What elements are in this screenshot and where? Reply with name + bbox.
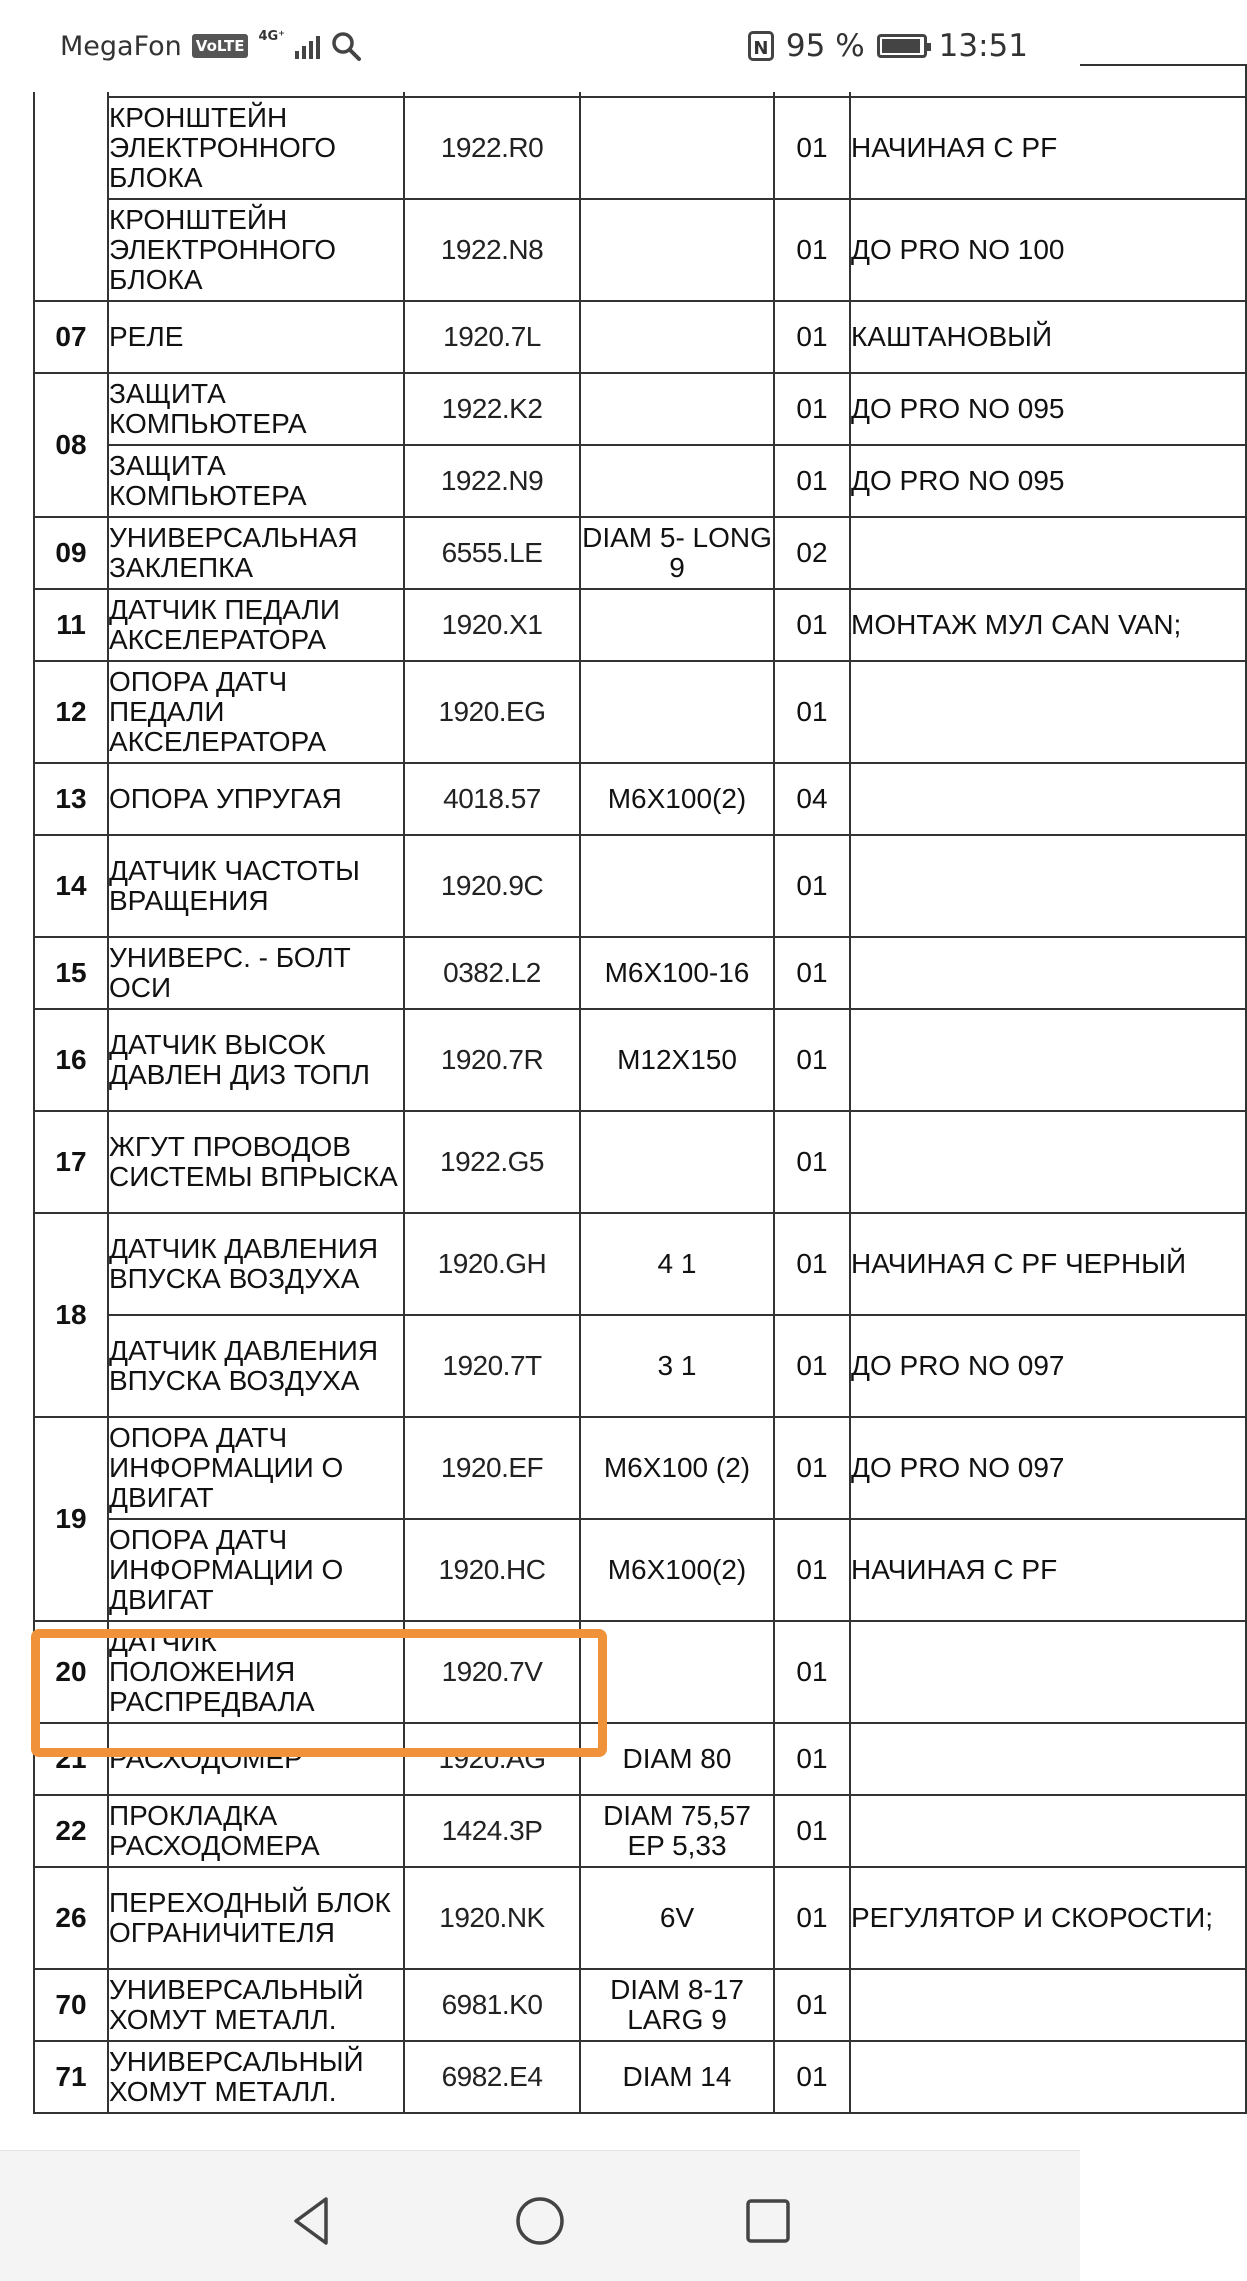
cell-spec: DIAM 80 (580, 1723, 774, 1795)
cell-qty: 01 (774, 835, 850, 937)
battery-icon (877, 34, 927, 58)
cell-note: ДО PRO NO 097 (850, 1417, 1246, 1519)
table-row (34, 661, 1246, 763)
cell-note (850, 517, 1246, 589)
cell-spec (580, 373, 774, 445)
navigation-bar (0, 2150, 1080, 2281)
search-icon (330, 30, 362, 62)
cell-qty: 01 (774, 1519, 850, 1621)
table-row (34, 1009, 1246, 1111)
cell-name: ДАТЧИК ВЫСОК ДАВЛЕН ДИЗ ТОПЛ (108, 1009, 404, 1111)
cell-spec (580, 199, 774, 301)
cell-spec (580, 589, 774, 661)
cell-num: 20 (34, 1621, 108, 1723)
table-row (34, 1315, 1246, 1417)
cell-num: 17 (34, 1111, 108, 1213)
cell-spec: 4 1 (580, 1213, 774, 1315)
cell-name: ДАТЧИК ПЕДАЛИ АКСЕЛЕРАТОРА (108, 589, 404, 661)
table-row (34, 1795, 1246, 1867)
cell-qty: 01 (774, 1621, 850, 1723)
cell-name: ЗАЩИТА КОМПЬЮТЕРА (108, 373, 404, 445)
cell-qty: 01 (774, 1795, 850, 1867)
cell-spec: M6X100-16 (580, 937, 774, 1009)
table-row (34, 937, 1246, 1009)
cell-qty: 02 (774, 517, 850, 589)
cell-code: 1424.3P (404, 1795, 580, 1867)
cell-num: 14 (34, 835, 108, 937)
cell-code: 1922.R0 (404, 97, 580, 199)
clock: 13:51 (938, 28, 1028, 64)
cell-spec (580, 97, 774, 199)
cell-note (850, 1009, 1246, 1111)
cell-spec (580, 301, 774, 373)
cell-code: 6555.LE (404, 517, 580, 589)
cell-name: ДАТЧИК ПОЛОЖЕНИЯ РАСПРЕДВАЛА (108, 1621, 404, 1723)
cell-num: 11 (34, 589, 108, 661)
cell-spec (580, 1111, 774, 1213)
cell-spec (580, 445, 774, 517)
cell-note (850, 661, 1246, 763)
carrier-name: MegaFon (60, 30, 182, 62)
cell-qty: 01 (774, 1969, 850, 2041)
cell-name: ОПОРА ДАТЧ ИНФОРМАЦИИ О ДВИГАТ (108, 1417, 404, 1519)
cell-note (850, 1111, 1246, 1213)
cell-name: КРОНШТЕЙН ЭЛЕКТРОННОГО БЛОКА (108, 199, 404, 301)
cell-code: 1920.7V (404, 1621, 580, 1723)
cell-num: 08 (34, 373, 108, 517)
cell-note (850, 1621, 1246, 1723)
cell-code: 1922.K2 (404, 373, 580, 445)
cell-name: ПЕРЕХОДНЫЙ БЛОК ОГРАНИЧИТЕЛЯ (108, 1867, 404, 1969)
cell-num: 22 (34, 1795, 108, 1867)
cell-note (850, 763, 1246, 835)
cell-qty: 01 (774, 2041, 850, 2113)
cell-spec: 3 1 (580, 1315, 774, 1417)
cell-note: НАЧИНАЯ С PF (850, 1519, 1246, 1621)
table-row (34, 199, 1246, 301)
cell-code: 1922.N8 (404, 199, 580, 301)
cell-note (850, 1795, 1246, 1867)
table-row (34, 1417, 1246, 1519)
cell-qty: 04 (774, 763, 850, 835)
table-row (34, 835, 1246, 937)
cell-spec: M6X100 (2) (580, 1417, 774, 1519)
cell-spec (580, 661, 774, 763)
cell-code: 1920.9C (404, 835, 580, 937)
table-row (34, 445, 1246, 517)
cell-spec: DIAM 8-17 LARG 9 (580, 1969, 774, 2041)
cell-spec (580, 1621, 774, 1723)
cell-note: ДО PRO NO 095 (850, 373, 1246, 445)
status-left (60, 26, 362, 66)
parts-table (33, 64, 1247, 2114)
cell-spec: M6X100(2) (580, 1519, 774, 1621)
cell-name: УНИВЕРСАЛЬНЫЙ ХОМУТ МЕТАЛЛ. (108, 1969, 404, 2041)
cell-qty: 01 (774, 1213, 850, 1315)
cell-name: ЗАЩИТА КОМПЬЮТЕРА (108, 445, 404, 517)
cell-num: 71 (34, 2041, 108, 2113)
document-viewport[interactable] (0, 92, 1214, 2147)
table-row (34, 97, 1246, 199)
cell-name: РЕЛЕ (108, 301, 404, 373)
cell-qty: 01 (774, 589, 850, 661)
cell-code: 1920.EG (404, 661, 580, 763)
cell-num: 15 (34, 937, 108, 1009)
cell-name: УНИВЕРСАЛЬНАЯ ЗАКЛЕПКА (108, 517, 404, 589)
cell-note (850, 1723, 1246, 1795)
cell-qty: 01 (774, 301, 850, 373)
network-type: 4G⁺ (258, 28, 286, 44)
cell-qty: 01 (774, 661, 850, 763)
cell-num: 21 (34, 1723, 108, 1795)
table-row (34, 373, 1246, 445)
cell-spec (580, 835, 774, 937)
cell-name: ДАТЧИК ДАВЛЕНИЯ ВПУСКА ВОЗДУХА (108, 1213, 404, 1315)
cell-code: 4018.57 (404, 763, 580, 835)
cell-qty: 01 (774, 199, 850, 301)
cell-num: 07 (34, 301, 108, 373)
cell-note: КАШТАНОВЫЙ (850, 301, 1246, 373)
cell-num: 18 (34, 1213, 108, 1417)
table-row (34, 2041, 1246, 2113)
cell-name: ЖГУТ ПРОВОДОВ СИСТЕМЫ ВПРЫСКА (108, 1111, 404, 1213)
status-right (748, 26, 1028, 66)
cell-qty: 01 (774, 1417, 850, 1519)
nfc-icon: N (748, 31, 774, 61)
cell-name: УНИВЕРСАЛЬНЫЙ ХОМУТ МЕТАЛЛ. (108, 2041, 404, 2113)
cell-num (34, 65, 108, 301)
table-row (34, 1867, 1246, 1969)
cell-qty: 01 (774, 445, 850, 517)
cell-code: 1920.HC (404, 1519, 580, 1621)
cell-qty: 01 (774, 1867, 850, 1969)
cell-code: 1922.N9 (404, 445, 580, 517)
table-row (34, 517, 1246, 589)
cell-name: УНИВЕРС. - БОЛТ ОСИ (108, 937, 404, 1009)
cell-code: 0382.L2 (404, 937, 580, 1009)
cell-note: НАЧИНАЯ С PF (850, 97, 1246, 199)
cell-qty: 01 (774, 937, 850, 1009)
cell-spec: DIAM 5- LONG 9 (580, 517, 774, 589)
table-row (34, 1969, 1246, 2041)
table-row (34, 1621, 1246, 1723)
cell-qty: 01 (774, 1111, 850, 1213)
cell-note (850, 2041, 1246, 2113)
volte-badge: VoLTE (192, 34, 249, 58)
table-row (34, 763, 1246, 835)
cell-qty: 01 (774, 1723, 850, 1795)
status-bar (0, 0, 1080, 92)
cell-num: 70 (34, 1969, 108, 2041)
cell-code: 1922.G5 (404, 1111, 580, 1213)
cell-spec: DIAM 14 (580, 2041, 774, 2113)
table-row (34, 301, 1246, 373)
cell-code: 1920.7T (404, 1315, 580, 1417)
cell-name: ПРОКЛАДКА РАСХОДОМЕРА (108, 1795, 404, 1867)
table-row (34, 1111, 1246, 1213)
cell-note (850, 937, 1246, 1009)
cell-num: 16 (34, 1009, 108, 1111)
cell-qty: 01 (774, 1009, 850, 1111)
cell-name: ОПОРА УПРУГАЯ (108, 763, 404, 835)
home-icon[interactable] (510, 2191, 570, 2251)
cell-code: 1920.NK (404, 1867, 580, 1969)
battery-percent: 95 % (785, 28, 865, 64)
cell-code: 6982.E4 (404, 2041, 580, 2113)
cell-code: 1920.AG (404, 1723, 580, 1795)
cell-note: МОНТАЖ МУЛ CAN VAN; (850, 589, 1246, 661)
cell-code: 6981.K0 (404, 1969, 580, 2041)
cell-name: РАСХОДОМЕР (108, 1723, 404, 1795)
signal-icon (295, 33, 320, 59)
cell-spec: 6V (580, 1867, 774, 1969)
cell-name: ОПОРА ДАТЧ ИНФОРМАЦИИ О ДВИГАТ (108, 1519, 404, 1621)
cell-code: 1920.EF (404, 1417, 580, 1519)
cell-note: ДО PRO NO 100 (850, 199, 1246, 301)
cell-code: 1920.X1 (404, 589, 580, 661)
table-row (34, 589, 1246, 661)
cell-code: 1920.7L (404, 301, 580, 373)
cell-note: НАЧИНАЯ С PF ЧЕРНЫЙ (850, 1213, 1246, 1315)
cell-note: ДО PRO NO 095 (850, 445, 1246, 517)
cell-num: 09 (34, 517, 108, 589)
table-row (34, 1723, 1246, 1795)
cell-qty: 01 (774, 1315, 850, 1417)
cell-name: ОПОРА ДАТЧ ПЕДАЛИ АКСЕЛЕРАТОРА (108, 661, 404, 763)
cell-spec: DIAM 75,57 EP 5,33 (580, 1795, 774, 1867)
cell-code: 1920.GH (404, 1213, 580, 1315)
cell-spec: M12X150 (580, 1009, 774, 1111)
cell-num: 12 (34, 661, 108, 763)
cell-qty: 01 (774, 373, 850, 445)
cell-note (850, 835, 1246, 937)
cell-spec: M6X100(2) (580, 763, 774, 835)
cell-code: 1920.7R (404, 1009, 580, 1111)
cell-num: 19 (34, 1417, 108, 1621)
cell-name: КРОНШТЕЙН ЭЛЕКТРОННОГО БЛОКА (108, 97, 404, 199)
cell-num: 13 (34, 763, 108, 835)
cell-note: РЕГУЛЯТОР И СКОРОСТИ; (850, 1867, 1246, 1969)
cell-num: 26 (34, 1867, 108, 1969)
cell-name: ДАТЧИК ДАВЛЕНИЯ ВПУСКА ВОЗДУХА (108, 1315, 404, 1417)
table-row (34, 1519, 1246, 1621)
cell-note: ДО PRO NO 097 (850, 1315, 1246, 1417)
recents-icon[interactable] (738, 2191, 798, 2251)
cell-note (850, 1969, 1246, 2041)
cell-name: ДАТЧИК ЧАСТОТЫ ВРАЩЕНИЯ (108, 835, 404, 937)
cell-qty: 01 (774, 97, 850, 199)
back-icon[interactable] (282, 2191, 342, 2251)
table-row (34, 1213, 1246, 1315)
